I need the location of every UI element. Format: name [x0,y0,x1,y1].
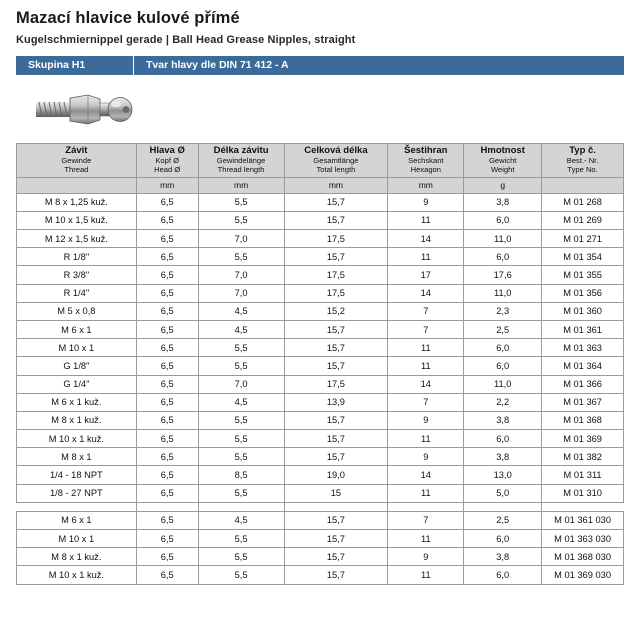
cell-head-diameter: 6,5 [136,284,198,302]
cell-type-no: M 01 360 [542,302,624,320]
cell-head-diameter: 6,5 [136,548,198,566]
cell-hexagon: 14 [388,284,464,302]
table-group-separator [17,502,624,511]
cell-total-length: 15,7 [284,511,388,529]
cell-total-length: 15,7 [284,357,388,375]
col-header-thread [17,143,137,177]
cell-hexagon: 7 [388,393,464,411]
table-row [17,193,624,211]
cell-thread: M 8 x 1,25 kuž. [17,193,137,211]
separator-cell [17,502,137,511]
cell-hexagon: 11 [388,530,464,548]
col-header-type-no [542,143,624,177]
unit-thread-length: mm [198,177,284,193]
cell-type-no: M 01 269 [542,211,624,229]
specification-table [16,143,624,585]
cell-hexagon: 14 [388,375,464,393]
grease-nipple-image [30,81,150,137]
cell-total-length: 15,7 [284,548,388,566]
table-row [17,548,624,566]
cell-thread: R 1/4" [17,284,137,302]
header-line-1: Hlava Ø [149,144,185,156]
cell-head-diameter: 6,5 [136,211,198,229]
cell-weight: 11,0 [464,375,542,393]
cell-type-no: M 01 355 [542,266,624,284]
header-line-3: Weight [490,164,515,174]
header-line-2: Gesamtlänge [313,155,359,165]
cell-total-length: 15,7 [284,448,388,466]
unit-type-no [542,177,624,193]
cell-head-diameter: 6,5 [136,375,198,393]
cell-total-length: 17,5 [284,375,388,393]
separator-cell [136,502,198,511]
cell-hexagon: 11 [388,357,464,375]
cell-thread: M 8 x 1 kuž. [17,548,137,566]
cell-head-diameter: 6,5 [136,466,198,484]
cell-total-length: 15,7 [284,530,388,548]
cell-type-no: M 01 382 [542,448,624,466]
header-line-1: Délka závitu [213,144,269,156]
table-row [17,566,624,584]
unit-hexagon: mm [388,177,464,193]
separator-cell [464,502,542,511]
cell-total-length: 15,7 [284,320,388,338]
table-row [17,484,624,502]
unit-thread [17,177,137,193]
cell-weight: 3,8 [464,193,542,211]
cell-head-diameter: 6,5 [136,302,198,320]
cell-type-no: M 01 356 [542,284,624,302]
cell-thread-length: 7,0 [198,266,284,284]
cell-thread: 1/4 - 18 NPT [17,466,137,484]
table-row [17,375,624,393]
cell-weight: 11,0 [464,230,542,248]
cell-weight: 13,0 [464,466,542,484]
cell-weight: 6,0 [464,211,542,229]
cell-type-no: M 01 367 [542,393,624,411]
cell-hexagon: 11 [388,430,464,448]
header-line-1: Hmotnost [480,144,525,156]
cell-thread: R 1/8" [17,248,137,266]
cell-hexagon: 11 [388,484,464,502]
cell-weight: 2,3 [464,302,542,320]
cell-hexagon: 11 [388,566,464,584]
table-row [17,466,624,484]
cell-weight: 6,0 [464,566,542,584]
cell-total-length: 15,7 [284,566,388,584]
table-row [17,284,624,302]
unit-head-diameter: mm [136,177,198,193]
cell-head-diameter: 6,5 [136,530,198,548]
table-row [17,320,624,338]
cell-type-no: M 01 363 [542,339,624,357]
cell-total-length: 19,0 [284,466,388,484]
unit-total-length: mm [284,177,388,193]
header-line-3: Thread [64,164,89,174]
cell-weight: 2,2 [464,393,542,411]
cell-thread-length: 4,5 [198,511,284,529]
cell-weight: 6,0 [464,339,542,357]
product-image-area [16,75,624,143]
cell-thread-length: 5,5 [198,484,284,502]
cell-total-length: 15,7 [284,193,388,211]
cell-thread: M 10 x 1,5 kuž. [17,211,137,229]
cell-type-no: M 01 369 030 [542,566,624,584]
cell-hexagon: 11 [388,339,464,357]
cell-hexagon: 7 [388,320,464,338]
cell-thread-length: 5,5 [198,411,284,429]
cell-thread: G 1/8" [17,357,137,375]
header-line-3: Hexagon [410,164,441,174]
header-line-2: Gewindelänge [216,155,266,165]
cell-weight: 6,0 [464,430,542,448]
cell-thread-length: 8,5 [198,466,284,484]
table-row [17,230,624,248]
cell-type-no: M 01 354 [542,248,624,266]
cell-weight: 3,8 [464,548,542,566]
header-line-1: Celková délka [304,144,368,156]
table-row [17,266,624,284]
cell-weight: 6,0 [464,530,542,548]
col-header-head-diameter [136,143,198,177]
cell-total-length: 15,7 [284,211,388,229]
cell-total-length: 15,7 [284,430,388,448]
cell-thread: G 1/4" [17,375,137,393]
header-line-3: Total length [316,164,356,174]
cell-hexagon: 9 [388,193,464,211]
cell-thread-length: 5,5 [198,566,284,584]
header-line-2: Gewicht [488,155,517,165]
cell-type-no: M 01 361 030 [542,511,624,529]
table-header-row [17,143,624,177]
cell-head-diameter: 6,5 [136,484,198,502]
table-row [17,393,624,411]
cell-head-diameter: 6,5 [136,393,198,411]
table-row [17,357,624,375]
cell-thread-length: 5,5 [198,211,284,229]
cell-type-no: M 01 271 [542,230,624,248]
col-header-weight [464,143,542,177]
table-row [17,411,624,429]
cell-hexagon: 7 [388,511,464,529]
cell-type-no: M 01 369 [542,430,624,448]
separator-cell [542,502,624,511]
header-line-3: Head Ø [154,164,181,174]
cell-total-length: 17,5 [284,266,388,284]
cell-thread-length: 4,5 [198,393,284,411]
separator-cell [388,502,464,511]
cell-type-no: M 01 268 [542,193,624,211]
cell-type-no: M 01 363 030 [542,530,624,548]
header-line-1: Závit [65,144,88,156]
cell-thread: R 3/8" [17,266,137,284]
separator-cell [198,502,284,511]
cell-thread-length: 7,0 [198,284,284,302]
separator-cell [284,502,388,511]
cell-weight: 2,5 [464,511,542,529]
cell-thread: M 6 x 1 [17,511,137,529]
cell-head-diameter: 6,5 [136,448,198,466]
cell-thread: M 12 x 1,5 kuž. [17,230,137,248]
table-row [17,448,624,466]
cell-type-no: M 01 368 [542,411,624,429]
page-subtitle: Kugelschmiernippel gerade | Ball Head Grease Nipples, straight [16,33,356,46]
cell-thread: M 10 x 1 kuž. [17,566,137,584]
cell-total-length: 15,7 [284,339,388,357]
cell-hexagon: 7 [388,302,464,320]
table-body [17,193,624,584]
cell-head-diameter: 6,5 [136,248,198,266]
cell-thread-length: 5,5 [198,193,284,211]
cell-thread: M 10 x 1 [17,339,137,357]
cell-thread-length: 4,5 [198,302,284,320]
unit-weight: g [464,177,542,193]
title-block [0,0,640,46]
header-line-3: Type No. [567,164,598,174]
cell-hexagon: 9 [388,411,464,429]
cell-thread-length: 7,0 [198,230,284,248]
header-line-2: Sechskant [408,155,444,165]
table-row [17,248,624,266]
cell-total-length: 15,7 [284,411,388,429]
cell-hexagon: 17 [388,266,464,284]
header-line-2: Kopf Ø [155,155,179,165]
cell-total-length: 17,5 [284,284,388,302]
cell-thread-length: 5,5 [198,339,284,357]
header-line-3: Thread length [217,164,265,174]
cell-hexagon: 14 [388,230,464,248]
cell-total-length: 13,9 [284,393,388,411]
cell-total-length: 15,7 [284,248,388,266]
cell-weight: 3,8 [464,411,542,429]
page-title: Mazací hlavice kulové přímé [16,9,240,27]
cell-head-diameter: 6,5 [136,320,198,338]
cell-total-length: 15 [284,484,388,502]
cell-thread: M 10 x 1 kuž. [17,430,137,448]
cell-type-no: M 01 366 [542,375,624,393]
cell-thread: M 8 x 1 kuž. [17,411,137,429]
cell-weight: 11,0 [464,284,542,302]
cell-head-diameter: 6,5 [136,193,198,211]
group-label: Skupina H1 [16,56,134,75]
col-header-hexagon [388,143,464,177]
cell-thread: M 6 x 1 kuž. [17,393,137,411]
cell-thread: M 10 x 1 [17,530,137,548]
cell-thread: M 8 x 1 [17,448,137,466]
cell-type-no: M 01 361 [542,320,624,338]
group-header-bar [16,56,624,75]
table-head [17,143,624,193]
cell-head-diameter: 6,5 [136,357,198,375]
cell-hexagon: 9 [388,448,464,466]
cell-thread: M 5 x 0,8 [17,302,137,320]
header-line-1: Šestihran [404,144,448,156]
table-row [17,302,624,320]
cell-type-no: M 01 364 [542,357,624,375]
cell-thread-length: 5,5 [198,430,284,448]
cell-weight: 3,8 [464,448,542,466]
cell-thread-length: 7,0 [198,375,284,393]
cell-head-diameter: 6,5 [136,511,198,529]
cell-thread-length: 4,5 [198,320,284,338]
cell-weight: 6,0 [464,248,542,266]
table-row [17,339,624,357]
cell-total-length: 17,5 [284,230,388,248]
col-header-total-length [284,143,388,177]
table-row [17,211,624,229]
cell-head-diameter: 6,5 [136,411,198,429]
shape-label: Tvar hlavy dle DIN 71 412 - A [146,58,289,71]
cell-thread-length: 5,5 [198,357,284,375]
cell-head-diameter: 6,5 [136,266,198,284]
cell-head-diameter: 6,5 [136,430,198,448]
col-header-thread-length [198,143,284,177]
cell-thread-length: 5,5 [198,448,284,466]
cell-weight: 5,0 [464,484,542,502]
cell-hexagon: 14 [388,466,464,484]
table-row [17,511,624,529]
cell-weight: 17,6 [464,266,542,284]
cell-type-no: M 01 310 [542,484,624,502]
cell-head-diameter: 6,5 [136,339,198,357]
table-row [17,430,624,448]
cell-hexagon: 11 [388,248,464,266]
cell-weight: 2,5 [464,320,542,338]
cell-thread-length: 5,5 [198,548,284,566]
cell-hexagon: 9 [388,548,464,566]
cell-type-no: M 01 311 [542,466,624,484]
table-row [17,530,624,548]
cell-thread-length: 5,5 [198,530,284,548]
cell-thread-length: 5,5 [198,248,284,266]
header-line-1: Typ č. [569,144,596,156]
header-line-2: Gewinde [61,155,92,165]
cell-hexagon: 11 [388,211,464,229]
cell-head-diameter: 6,5 [136,230,198,248]
cell-head-diameter: 6,5 [136,566,198,584]
cell-total-length: 15,2 [284,302,388,320]
cell-thread: 1/8 - 27 NPT [17,484,137,502]
cell-type-no: M 01 368 030 [542,548,624,566]
header-line-2: Best.- Nr. [566,155,599,165]
table-unit-row [17,177,624,193]
cell-weight: 6,0 [464,357,542,375]
cell-thread: M 6 x 1 [17,320,137,338]
